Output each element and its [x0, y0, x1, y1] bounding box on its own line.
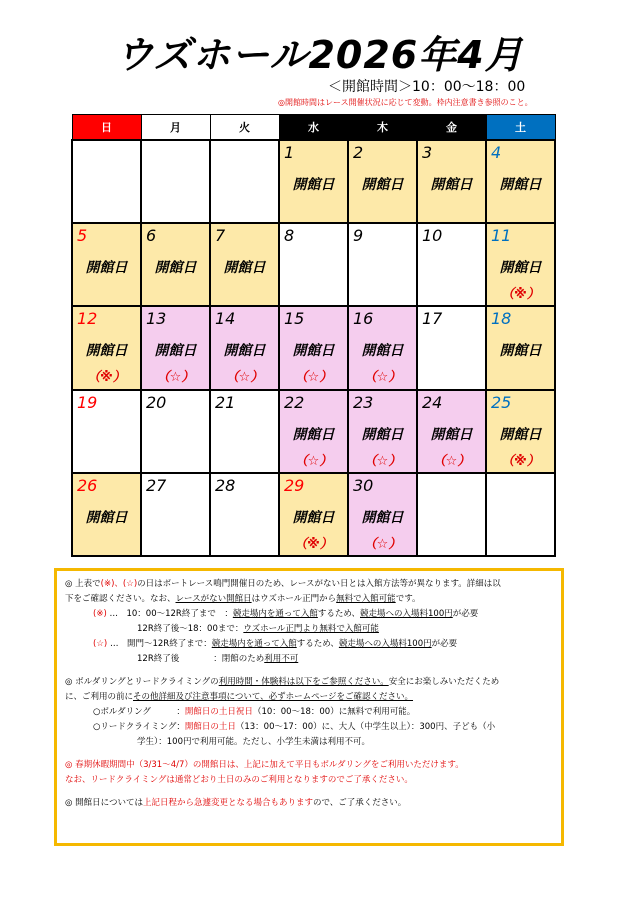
- calendar-day-cell: [141, 473, 210, 556]
- day-number: 22: [284, 392, 305, 412]
- note-lead-climbing: ○リードクライミング：開館日の土日（13：00～17：00）に、大人（中学生以上）：300円、子ども（小: [93, 722, 496, 732]
- note-spring-break: ◎ 春期休暇期間中（3/31～4/7）の開館日は、上記に加えて平日もボルダリングをご利用いただけます。: [65, 760, 464, 770]
- day-number: 6: [146, 226, 157, 246]
- open-day-label: 開館日: [292, 426, 335, 443]
- calendar-day-cell: [348, 306, 417, 389]
- race-day-mark: （☆）: [225, 370, 264, 386]
- open-day-label: 開館日: [292, 177, 335, 193]
- open-day-label: 開館日: [430, 177, 473, 193]
- calendar-day-cell: [486, 390, 555, 473]
- day-number: 20: [146, 392, 167, 412]
- race-day-mark: （☆）: [363, 453, 402, 469]
- race-day-mark: （☆）: [294, 453, 333, 469]
- day-number: 30: [353, 475, 374, 495]
- day-number: 14: [215, 309, 236, 329]
- note-kome-line1: (※) … 10：00～12R終了まで ：競走場内を通って入館するため、競走場への入場料100円が必要: [93, 609, 479, 619]
- calendar-day-cell: [417, 473, 486, 556]
- open-day-label: 開館日: [154, 343, 197, 360]
- note-spring-break-cont: なお、リードクライミングは通常どおり土日のみのご利用となりますのでご了承ください。: [65, 775, 413, 785]
- calendar-day-cell: [279, 223, 348, 306]
- calendar-day-cell: [210, 223, 279, 306]
- calendar-day-cell: [210, 140, 279, 223]
- day-number: 21: [215, 392, 236, 412]
- day-number: 9: [353, 226, 364, 246]
- race-day-mark: （※）: [501, 453, 540, 469]
- calendar-day-cell: [486, 306, 555, 389]
- open-day-label: 開館日: [223, 343, 266, 360]
- note-lead-climbing-cont: 学生）：100円で利用可能。ただし、小学生未満は利用不可。: [137, 737, 370, 747]
- open-day-label: 開館日: [85, 260, 128, 277]
- day-number: 3: [422, 143, 433, 162]
- day-number: 17: [422, 309, 443, 329]
- calendar-day-cell: [486, 473, 555, 556]
- note-star-line2: 12R終了後 ：閉館のため利用不可: [137, 654, 299, 664]
- calendar-day-cell: [72, 140, 141, 223]
- calendar-day-cell: [348, 390, 417, 473]
- race-day-mark: （☆）: [363, 536, 402, 552]
- day-number: 2: [353, 143, 364, 162]
- day-number: 26: [77, 475, 98, 495]
- open-day-label: 開館日: [85, 509, 128, 526]
- calendar-day-cell: [486, 140, 555, 223]
- race-day-mark: （※）: [294, 536, 333, 552]
- opening-hours: ＜開館時間＞10：00～18：00: [328, 79, 526, 95]
- day-number: 7: [215, 226, 226, 246]
- calendar-week-row: [72, 140, 555, 223]
- day-number: 13: [146, 309, 167, 329]
- calendar-day-cell: [141, 140, 210, 223]
- day-number: 27: [146, 475, 167, 495]
- open-day-label: 開館日: [154, 260, 197, 277]
- day-number: 10: [422, 226, 443, 246]
- day-number: 1: [284, 143, 295, 162]
- race-day-mark: （☆）: [294, 370, 333, 386]
- weekday-sat: 土: [486, 115, 555, 141]
- calendar-day-cell: [417, 223, 486, 306]
- calendar-day-cell: [279, 306, 348, 389]
- calendar-day-cell: [72, 473, 141, 556]
- page-title: ウズホール2026年4月: [115, 33, 524, 77]
- note-schedule-change: ◎ 開館日については上記日程から急遽変更となる場合もありますので、ご了承ください。: [65, 798, 407, 808]
- day-number: 15: [284, 309, 305, 329]
- note-race-days: ◎ 上表で(※)、(☆)の日はボートレース鳴門開催日のため、レースがない日とは入館方法等が異なります。詳細は以: [65, 579, 501, 589]
- note-kome-line2: 12R終了後～18：00まで：ウズホール正門より無料で入館可能: [137, 624, 379, 634]
- open-day-label: 開館日: [430, 426, 473, 443]
- day-number: 23: [353, 392, 374, 412]
- calendar-day-cell: [141, 306, 210, 389]
- calendar-day-cell: [348, 223, 417, 306]
- note-climbing: ◎ ボルダリングとリードクライミングの利用時間・体験料は以下をご参照ください。安全にお楽しみいただくため: [65, 677, 500, 687]
- calendar-day-cell: [417, 306, 486, 389]
- calendar-day-cell: [279, 140, 348, 223]
- day-number: 29: [284, 475, 305, 495]
- day-number: 5: [77, 226, 88, 246]
- note-race-days-cont: 下をご確認ください。なお、レースがない開館日はウズホール正門から無料で入館可能です。: [65, 594, 421, 604]
- weekday-thu: 木: [348, 115, 417, 141]
- race-day-mark: （☆）: [156, 370, 195, 386]
- open-day-label: 開館日: [361, 509, 404, 526]
- day-number: 16: [353, 309, 374, 329]
- calendar-week-row: [72, 473, 555, 556]
- calendar-day-cell: [486, 223, 555, 306]
- calendar-day-cell: [279, 390, 348, 473]
- calendar-day-cell: [72, 390, 141, 473]
- open-day-label: 開館日: [499, 426, 542, 443]
- day-number: 11: [491, 226, 512, 246]
- open-day-label: 開館日: [361, 343, 404, 360]
- race-day-mark: （☆）: [432, 453, 471, 469]
- calendar-week-row: [72, 390, 555, 473]
- calendar-day-cell: [72, 223, 141, 306]
- weekday-sun: 日: [72, 115, 141, 141]
- open-day-label: 開館日: [292, 509, 335, 526]
- open-day-label: 開館日: [499, 177, 542, 193]
- calendar-day-cell: [210, 473, 279, 556]
- day-number: 25: [491, 392, 512, 412]
- day-number: 28: [215, 475, 236, 495]
- note-climbing-cont: に、ご利用の前にその他詳細及び注意事項について、必ずホームページをご確認ください。: [65, 692, 414, 702]
- open-day-label: 開館日: [361, 426, 404, 443]
- calendar-day-cell: [279, 473, 348, 556]
- open-day-label: 開館日: [223, 260, 266, 277]
- weekday-fri: 金: [417, 115, 486, 141]
- open-day-label: 開館日: [361, 177, 404, 193]
- calendar-day-cell: [348, 140, 417, 223]
- race-day-mark: （※）: [87, 370, 126, 386]
- calendar-week-row: [72, 223, 555, 306]
- calendar-day-cell: [72, 306, 141, 389]
- day-number: 24: [422, 392, 443, 412]
- weekday-header-row: [72, 115, 555, 141]
- calendar-day-cell: [210, 306, 279, 389]
- calendar-day-cell: [210, 390, 279, 473]
- open-day-label: 開館日: [499, 260, 542, 277]
- day-number: 18: [491, 309, 512, 329]
- calendar-day-cell: [141, 390, 210, 473]
- open-day-label: 開館日: [499, 343, 542, 360]
- day-number: 19: [77, 392, 98, 412]
- race-day-mark: （☆）: [363, 370, 402, 386]
- weekday-mon: 月: [141, 115, 210, 141]
- calendar-day-cell: [141, 223, 210, 306]
- note-bouldering: ○ボルダリング ：開館日の土日祝日（10：00～18：00）に無料で利用可能。: [93, 707, 416, 717]
- calendar-day-cell: [348, 473, 417, 556]
- day-number: 4: [491, 143, 502, 162]
- calendar-day-cell: [417, 140, 486, 223]
- open-day-label: 開館日: [292, 343, 335, 360]
- open-day-label: 開館日: [85, 343, 128, 360]
- calendar-day-cell: [417, 390, 486, 473]
- weekday-wed: 水: [279, 115, 348, 141]
- notes-box: [54, 568, 564, 846]
- opening-hours-note: ◎開館時間はレース開催状況に応じて変動。枠内注意書き参照のこと。: [278, 98, 533, 107]
- calendar-week-row: [72, 306, 555, 389]
- calendar-table: [71, 114, 556, 557]
- day-number: 8: [284, 226, 295, 246]
- race-day-mark: （※）: [501, 287, 540, 303]
- note-star-line1: (☆) … 開門～12R終了まで：競走場内を通って入館するため、競走場への入場料100円が必要: [93, 639, 458, 649]
- weekday-tue: 火: [210, 115, 279, 141]
- day-number: 12: [77, 309, 98, 329]
